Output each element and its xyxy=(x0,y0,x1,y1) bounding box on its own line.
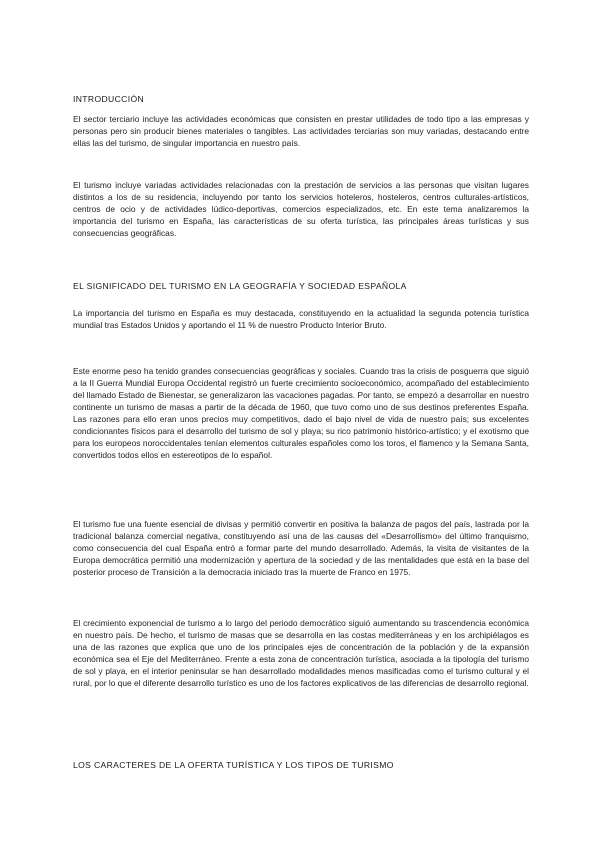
paragraph-divisas: El turismo fue una fuente esencial de divisas y permitió convertir en positiva la balanza de pagos del país, lastrada por la tradicional balanza comercial negativa, constituyendo así una de las causas del «Desarrollismo» del último franquismo, como consecuencia del cual España entró a formar parte del mundo desarrollado. Además, la visita de visitantes de la Europa democrática permitió una modernización y apertura de la sociedad y de las mentalidades que está en la base del posterior proceso de Transición a la democracia iniciado tras la muerte de Franco en 1975. xyxy=(73,519,529,578)
section-heading-significado: EL SIGNIFICADO DEL TURISMO EN LA GEOGRAFÍA Y SOCIEDAD ESPAÑOLA xyxy=(73,281,407,291)
paragraph-importancia-turismo: La importancia del turismo en España es muy destacada, constituyendo en la actualidad la segunda potencia turística mundial tras Estados Unidos y aportando el 11 % de nuestro Producto Interior Bruto. xyxy=(73,308,529,331)
paragraph-consecuencias: Este enorme peso ha tenido grandes consecuencias geográficas y sociales. Cuando tras la crisis de posguerra que siguió a la II Guerra Mundial Europa Occidental registró un fuerte crecimiento socioeconómico, acompañado del establecimiento del llamado Estado de Bienestar, se generalizaron las vacaciones pagadas. Por tanto, se empezó a desarrollar en nuestro continente un turismo de masas a partir de la década de 1960, que tuvo como uno de sus destinos preferentes España. Las razones para ello eran unos precios muy competitivos, dado el bajo nivel de vida de nuestro país; sus excelentes condicionantes físicos para el desarrollo del turismo de sol y playa; su rico patrimonio histórico-artístico; y el exotismo que para los europeos noroccidentales tenían elementos culturales españoles como los toros, el flamenco y la Semana Santa, convertidos todos ellos en estereotipos de lo español. xyxy=(73,366,529,461)
paragraph-turismo-definicion: El turismo incluye variadas actividades relacionadas con la prestación de servicios a las personas que visitan lugares distintos a los de su residencia, incluyendo por tanto los servicios hoteleros, hosteleros, centros culturales-artísticos, centros de ocio y de actividades lúdico-deportivas, comercios especializados, etc. En este tema analizaremos la importancia del turismo en España, las características de su oferta turística, las principales áreas turísticas y sus consecuencias geográficas. xyxy=(73,180,529,239)
section-heading-oferta: LOS CARACTERES DE LA OFERTA TURÍSTICA Y LOS TIPOS DE TURISMO xyxy=(73,760,394,770)
paragraph-sector-terciario: El sector terciario incluye las actividades económicas que consisten en prestar utilidades de todo tipo a las empresas y personas pero sin producir bienes materiales o tangibles. Las actividades terciarias son muy variadas, destacando entre ellas las del turismo, de singular importancia en nuestro país. xyxy=(73,114,529,149)
section-heading-introduccion: INTRODUCCIÓN xyxy=(73,94,145,104)
paragraph-crecimiento: El crecimiento exponencial de turismo a lo largo del periodo democrático siguió aumentando su trascendencia económica en nuestro país. De hecho, el turismo de masas que se desarrolla en las costas mediterráneas y en los archipiélagos es una de las razones que explica que uno de los principales ejes de concentración de la población y de la expansión económica sea el Eje del Mediterráneo. Frente a esta zona de concentración turística, asociada a la tipología del turismo de sol y playa, en el interior peninsular se han desarrollado modalidades menos masificadas como el turismo cultural y el rural, por lo que el diferente desarrollo turístico es uno de los factores explicativos de las diferencias de desarrollo regional. xyxy=(73,618,529,689)
